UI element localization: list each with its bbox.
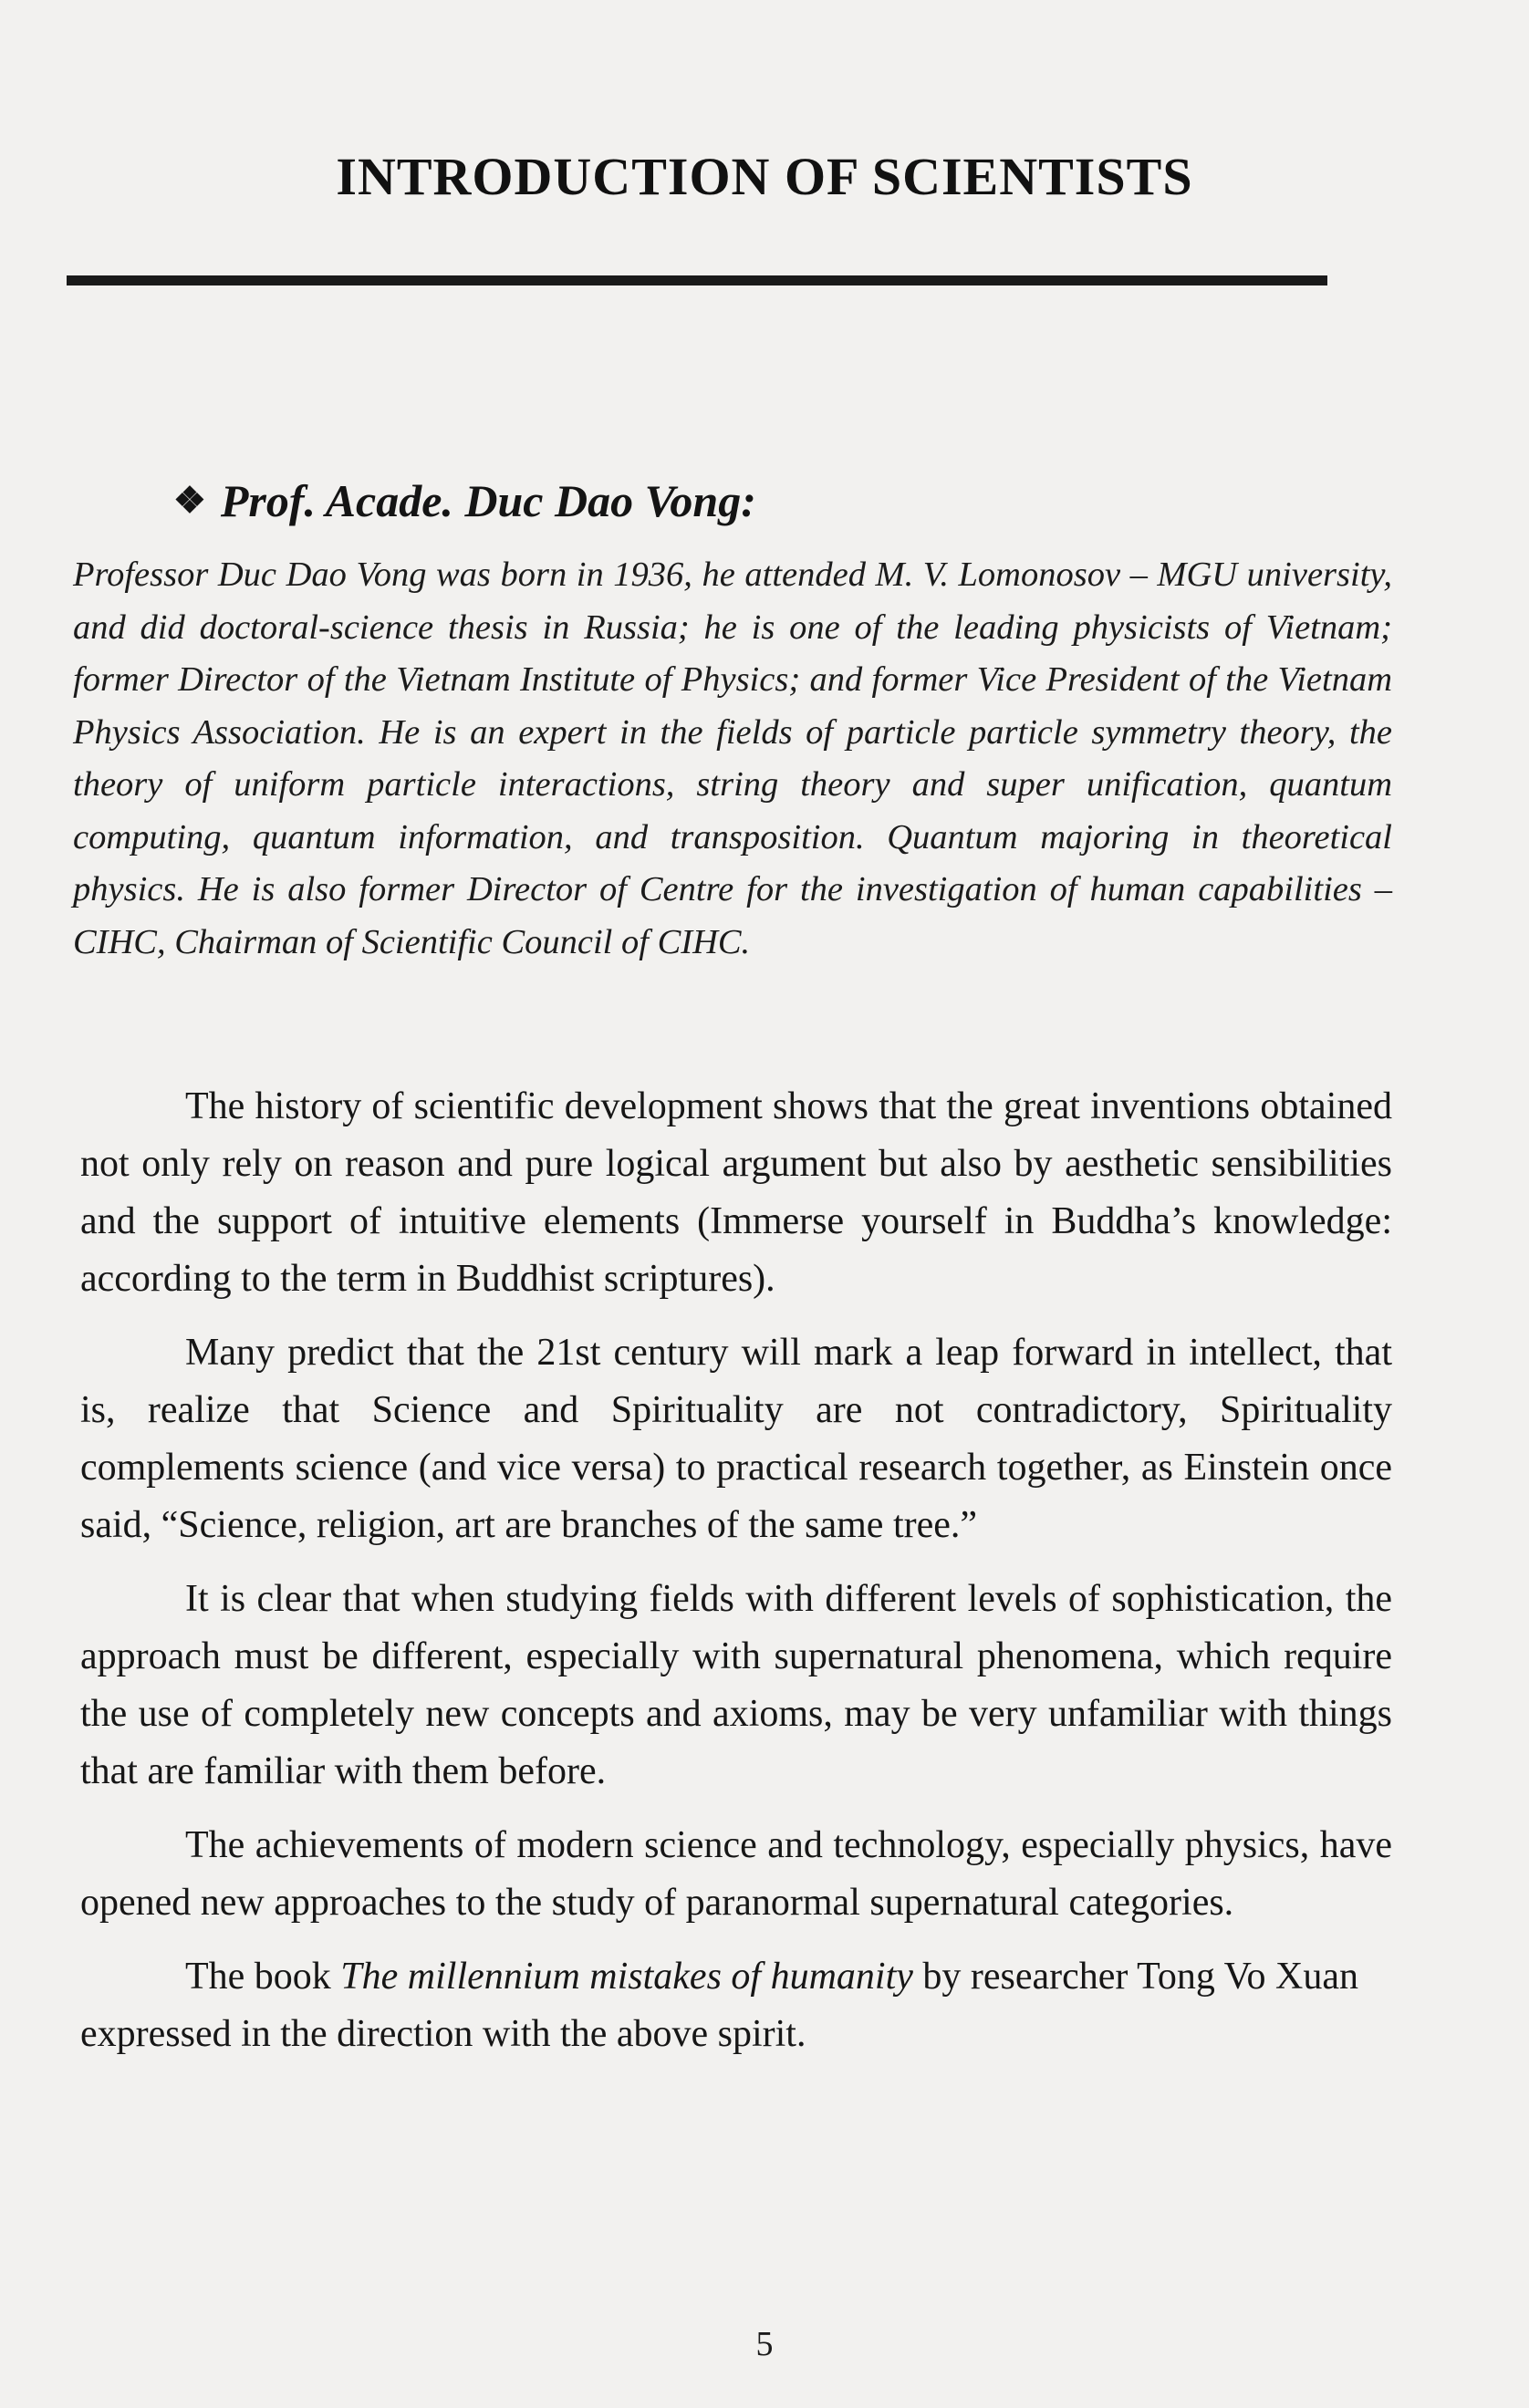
scientist-bio: Professor Duc Dao Vong was born in 1936, he attended M. V. Lomonosov – MGU university, and did doctoral-science thesis in Russia; he is one of the leading physicists of Vietnam; former Director of the Vietnam Institute of Physics; and former Vice President of the Vietnam Physics Association. He is an expert in the fields of particle particle symmetry theory, the theory of uniform particle interactions, string theory and super unification, quantum computing, quantum information, and transposition. Quantum majoring in theoretical physics. He is also former Director of Centre for the investigation of human capabilities – CIHC, Chairman of Scientific Council of CIHC. [73,555,1392,961]
diamond-bullet-icon: ❖ [173,480,206,521]
page-heading: INTRODUCTION OF SCIENTISTS [336,147,1193,206]
body-paragraph-2: Many predict that the 21st century will mark a leap forward in intellect, that is, realize that Science and Spirituality are not contradictory, Spirituality complements science (and vice versa) to practical research together, as Einstein once said, “Science, religion, art are branches of the same tree.” [80,1332,1392,1546]
page-number: 5 [755,2325,774,2363]
body-paragraph-4: The achievements of modern science and technology, especially physics, have opened new approaches to the study of paranormal supernatural categories. [80,1824,1392,1924]
book-title: The millennium mistakes of humanity [340,1956,913,1998]
paragraph-5-lead: The book [185,1956,341,1998]
body-text [80,1078,1392,2080]
scientist-subheading [173,474,756,527]
body-paragraph-1: The history of scientific development shows that the great inventions obtained not only rely on reason and pure logical argument but also by aesthetic sensibilities and the support of intuitive elements (Immerse yourself in Buddha’s knowledge: according to the term in Buddhist scriptures). [80,1085,1392,1300]
heading-rule [67,275,1327,285]
paragraph-5-rest: by researcher Tong Vo Xuan expressed in the direction with the above spirit. [80,1956,1359,2055]
scientist-name: Prof. Acade. Duc Dao Vong: [220,475,756,526]
body-paragraph-5 [80,1948,1392,2063]
body-paragraph-3: It is clear that when studying fields with different levels of sophistication, the approach must be different, especially with supernatural phenomena, which require the use of completely new concepts and axioms, may be very unfamiliar with things that are familiar with them before. [80,1578,1392,1792]
